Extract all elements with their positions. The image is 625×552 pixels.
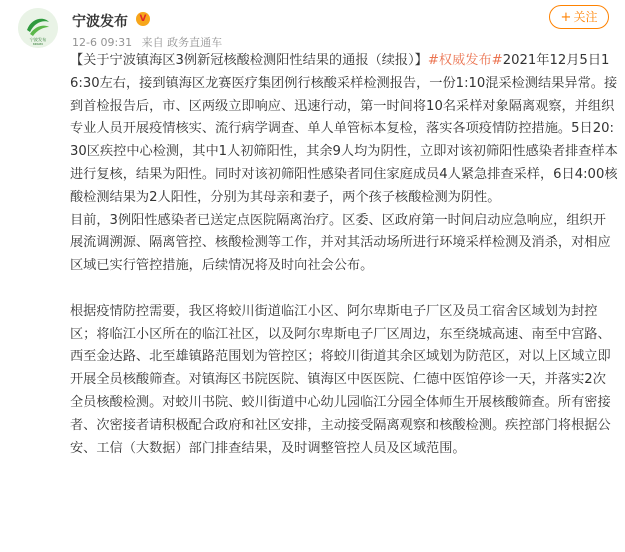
post-paragraph-1 bbox=[70, 50, 618, 210]
post-time[interactable]: 12-6 09:31 bbox=[72, 36, 133, 49]
avatar-logo-subtext: NINGBO bbox=[32, 43, 44, 46]
vip-badge-icon: V bbox=[136, 12, 150, 26]
paragraph-gap bbox=[70, 278, 618, 301]
post-meta bbox=[72, 34, 228, 50]
ningbo-release-logo-icon bbox=[18, 8, 58, 48]
avatar-logo-text: 宁波发布 bbox=[29, 37, 47, 42]
post-paragraph-2: 目前，3例阳性感染者已送定点医院隔离治疗。区委、区政府第一时间启动应急响应，组织开展流调溯源、隔离管控、核酸检测等工作，并对其活动场所进行环境采样检测及消杀，对相应区域已实行管控措施，后续情况将及时向社会公布。 bbox=[70, 212, 611, 274]
hashtag-link[interactable]: #权威发布# bbox=[427, 53, 503, 68]
avatar[interactable] bbox=[18, 8, 58, 48]
post-paragraph-3: 根据疫情防控需要，我区将蛟川街道临江小区、阿尔卑斯电子厂区及员工宿舍区域划为封控区；将临江小区所在的临江社区，以及阿尔卑斯电子厂区周边，东至绕城高速、南至中宫路、西至金达路、北至雄镇路范围划为管控区；将蛟川街道其余区域划为防范区，对以上区域立即开展全员核酸筛查。对镇海区书院医院、镇海区中医医院、仁德中医馆停诊一天，并落实2次全员核酸检测。对蛟川书院、蛟川街道中心幼儿园临江分园全体师生开展核酸筛查。所有密接者、次密接者请积极配合政府和社区安排，主动接受隔离观察和核酸检测。疾控部门将根据公安、工信（大数据）部门排查结果，及时调整管控人员及区域范围。 bbox=[70, 303, 611, 456]
post-title: 【关于宁波镇海区3例新冠核酸检测阳性结果的通报（续报）】 bbox=[70, 53, 428, 68]
post-body bbox=[70, 50, 618, 460]
post-paragraph-1-text: 2021年12月5日16:30左右，接到镇海区龙赛医疗集团例行核酸采样检测报告，一份1:10混采检测结果异常。接到首检报告后，市、区两级立即响应、迅速行动，第一时间将10名采样对象隔离观察，并组织专业人员开展疫情核实、流行病学调查、单人单管标本复检，落实各项疫情防控措施。5日20:30区疾控中心检测，其中1人初筛阳性，其余9人均为阴性，立即对该初筛阳性感染者排查样本进行复核，结果为阳性。同时对该初筛阳性感染者同住家庭成员4人紧急排查采样，6日4:00核酸检测结果为2人阳性，分别为其母亲和妻子，两个孩子核酸检测为阴性。 bbox=[70, 53, 618, 205]
author-name[interactable]: 宁波发布 bbox=[72, 14, 128, 30]
plus-icon: + bbox=[560, 10, 572, 25]
post-source: 来自 政务直通车 bbox=[141, 36, 223, 49]
follow-button[interactable] bbox=[549, 5, 609, 29]
follow-button-label: 关注 bbox=[573, 10, 598, 24]
